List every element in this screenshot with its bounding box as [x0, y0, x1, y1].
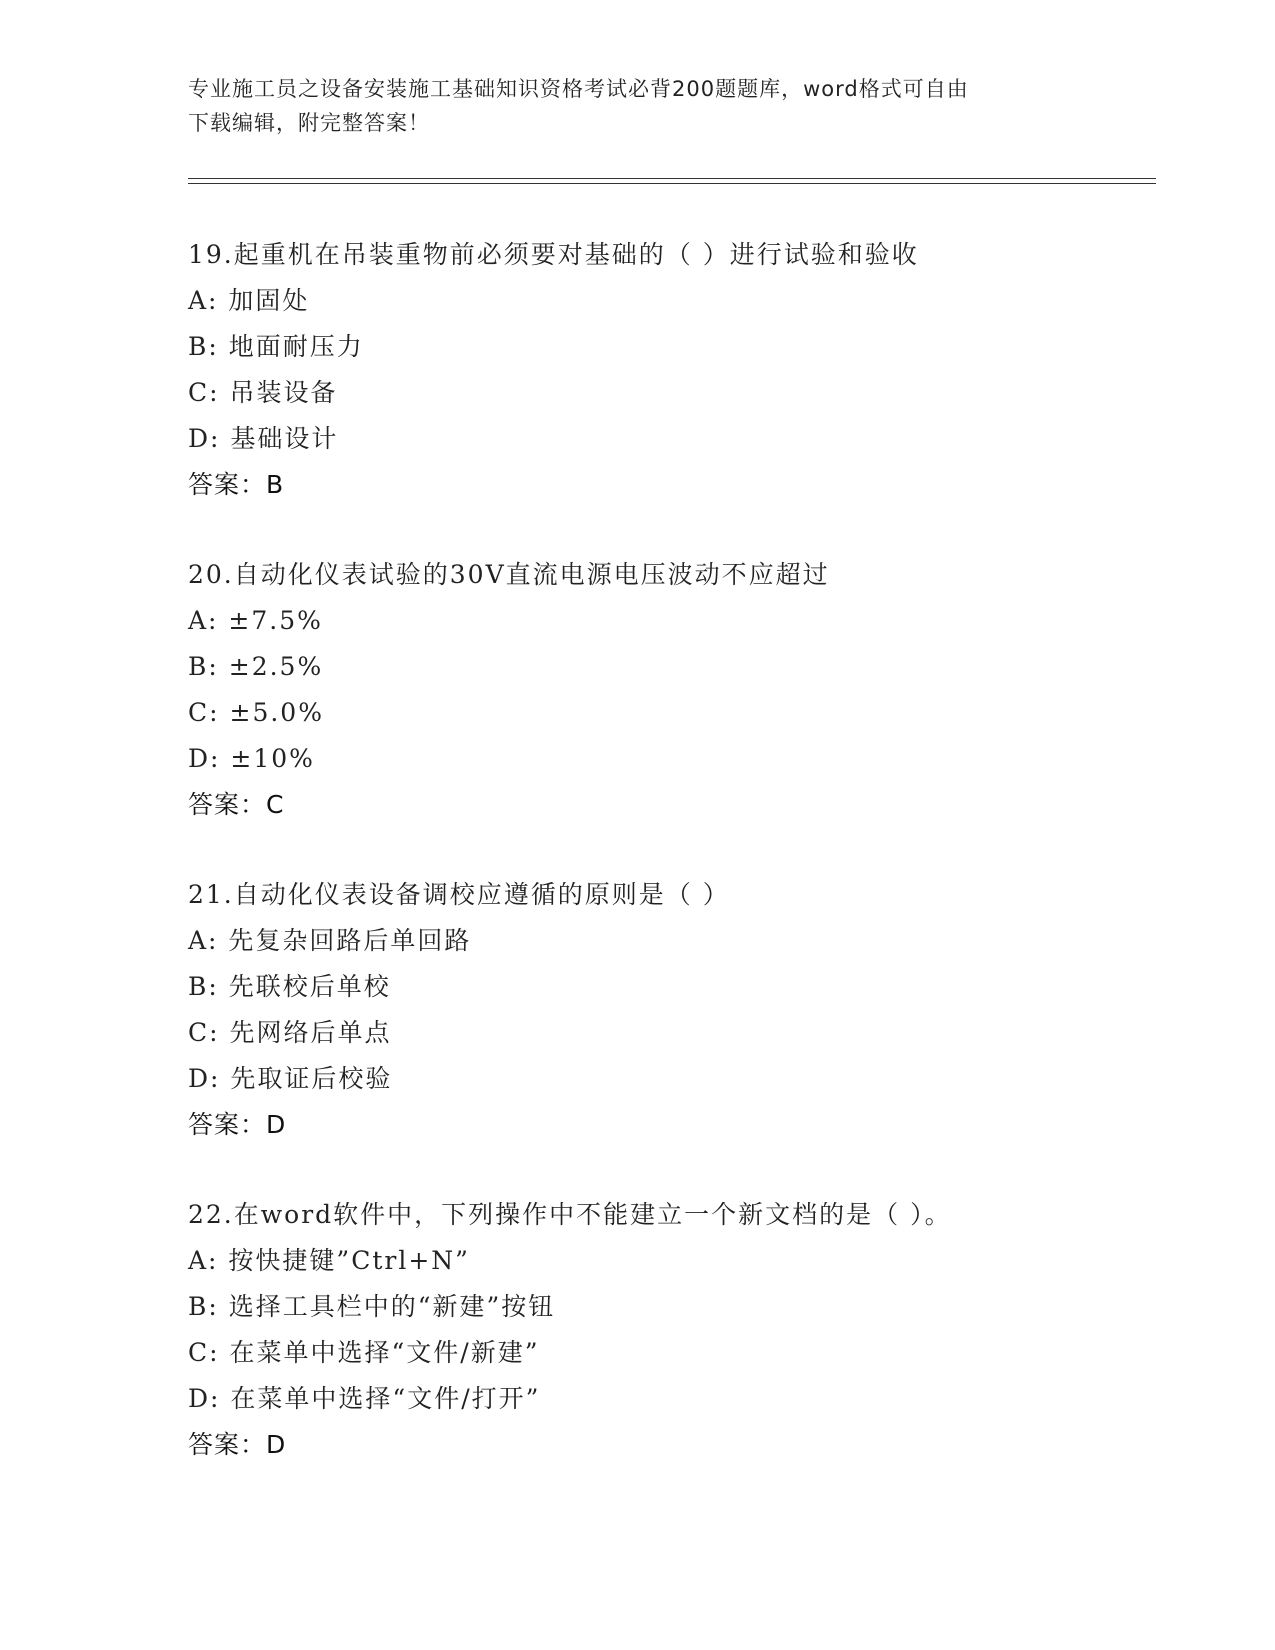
question-stem: 22.在word软件中，下列操作中不能建立一个新文档的是（ ）。: [188, 1200, 952, 1229]
question-stem: 20.自动化仪表试验的30V直流电源电压波动不应超过: [188, 560, 830, 589]
answer-label: 答案：D: [188, 1430, 287, 1459]
option-d: D: 先取证后校验: [188, 1064, 393, 1093]
option-d: D: 在菜单中选择“文件/打开”: [188, 1384, 541, 1413]
option-b: B: 选择工具栏中的“新建”按钮: [188, 1292, 556, 1321]
option-b: B: ±2.5%: [188, 652, 324, 681]
option-a: A: 加固处: [188, 286, 310, 315]
option-a: A: 先复杂回路后单回路: [188, 926, 472, 955]
answer-label: 答案：C: [188, 790, 285, 819]
option-a: A: ±7.5%: [188, 606, 323, 635]
header-line-2: 下载编辑，附完整答案！: [188, 111, 430, 135]
question-list: [188, 232, 1148, 1512]
question-stem: 19.起重机在吊装重物前必须要对基础的（ ）进行试验和验收: [188, 240, 919, 269]
question-stem: 21.自动化仪表设备调校应遵循的原则是（ ）: [188, 880, 730, 909]
option-d: D: 基础设计: [188, 424, 339, 453]
document-header: [188, 72, 1088, 140]
question-19: [188, 232, 1148, 552]
option-c: C: 先网络后单点: [188, 1018, 392, 1047]
header-line-1: 专业施工员之设备安装施工基础知识资格考试必背200题题库，word格式可自由: [188, 77, 969, 101]
option-b: B: 先联校后单校: [188, 972, 391, 1001]
option-b: B: 地面耐压力: [188, 332, 364, 361]
question-20: [188, 552, 1148, 872]
header-rule-bottom: [188, 183, 1156, 184]
header-rule-top: [188, 178, 1156, 179]
answer-label: 答案：D: [188, 1110, 287, 1139]
option-a: A: 按快捷键”Ctrl+N”: [188, 1246, 470, 1275]
option-c: C: ±5.0%: [188, 698, 324, 727]
question-22: [188, 1192, 1148, 1512]
question-21: [188, 872, 1148, 1192]
answer-label: 答案：B: [188, 470, 285, 499]
option-c: C: 吊装设备: [188, 378, 338, 407]
option-d: D: ±10%: [188, 744, 315, 773]
option-c: C: 在菜单中选择“文件/新建”: [188, 1338, 540, 1367]
